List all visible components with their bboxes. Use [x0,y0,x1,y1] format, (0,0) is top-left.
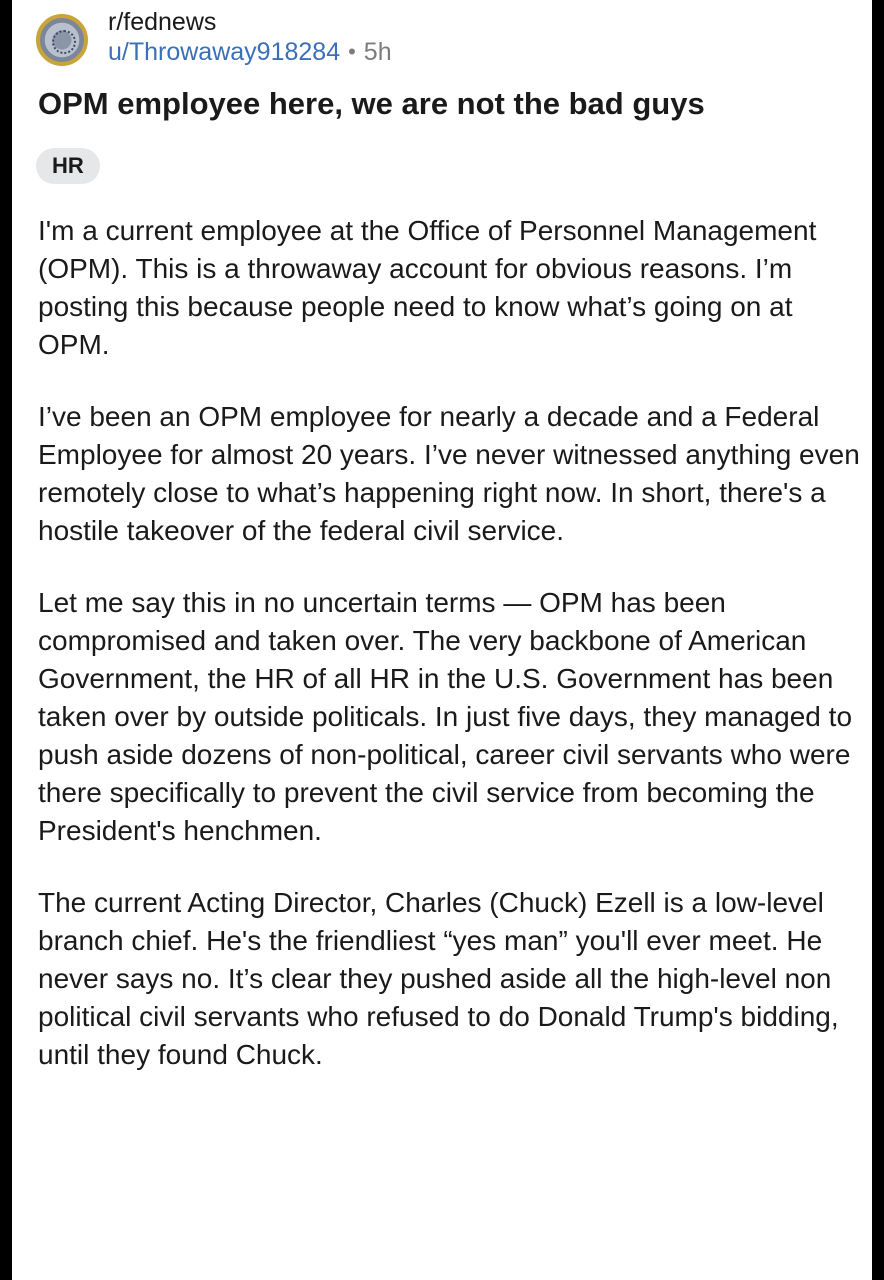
subreddit-name[interactable]: r/fednews [108,8,217,36]
subreddit-avatar-icon[interactable] [36,14,88,66]
post-paragraph: The current Acting Director, Charles (Chuck) Ezell is a low-level branch chief. He's the friendliest “yes man” you'll ever meet. He never says no. It’s clear they pushed aside all the high-level non political civil servants who refused to do Donald Trump's bidding, until they found Chuck. [38,887,839,1070]
post-header [36,4,392,70]
post-body [38,212,864,1074]
post-paragraph: I'm a current employee at the Office of Personnel Management (OPM). This is a throwaway account for obvious reasons. I’m posting this because people need to know what’s going on at OPM. [38,215,817,360]
post-age: 5h [363,38,392,66]
post-paragraph: Let me say this in no uncertain terms — OPM has been compromised and taken over. The very backbone of American Government, the HR of all HR in the U.S. Government has been taken over by outside politicals. In just five days, they managed to push aside dozens of non-political, career civil servants who were there specifically to prevent the civil service from becoming the President's henchmen. [38,587,853,846]
post-title[interactable]: OPM employee here, we are not the bad guys [38,86,705,121]
post-paragraph: I’ve been an OPM employee for nearly a decade and a Federal Employee for almost 20 years. I’ve never witnessed anything even remotely close to what’s happening right now. In short, there's a hostile takeover of the federal civil service. [38,401,860,546]
post-meta [108,7,392,67]
post-flair-badge[interactable]: HR [36,148,100,184]
post-card [12,0,872,1280]
meta-separator: • [348,39,356,64]
author-username[interactable]: u/Throwaway918284 [108,38,341,66]
author-line [108,37,392,67]
